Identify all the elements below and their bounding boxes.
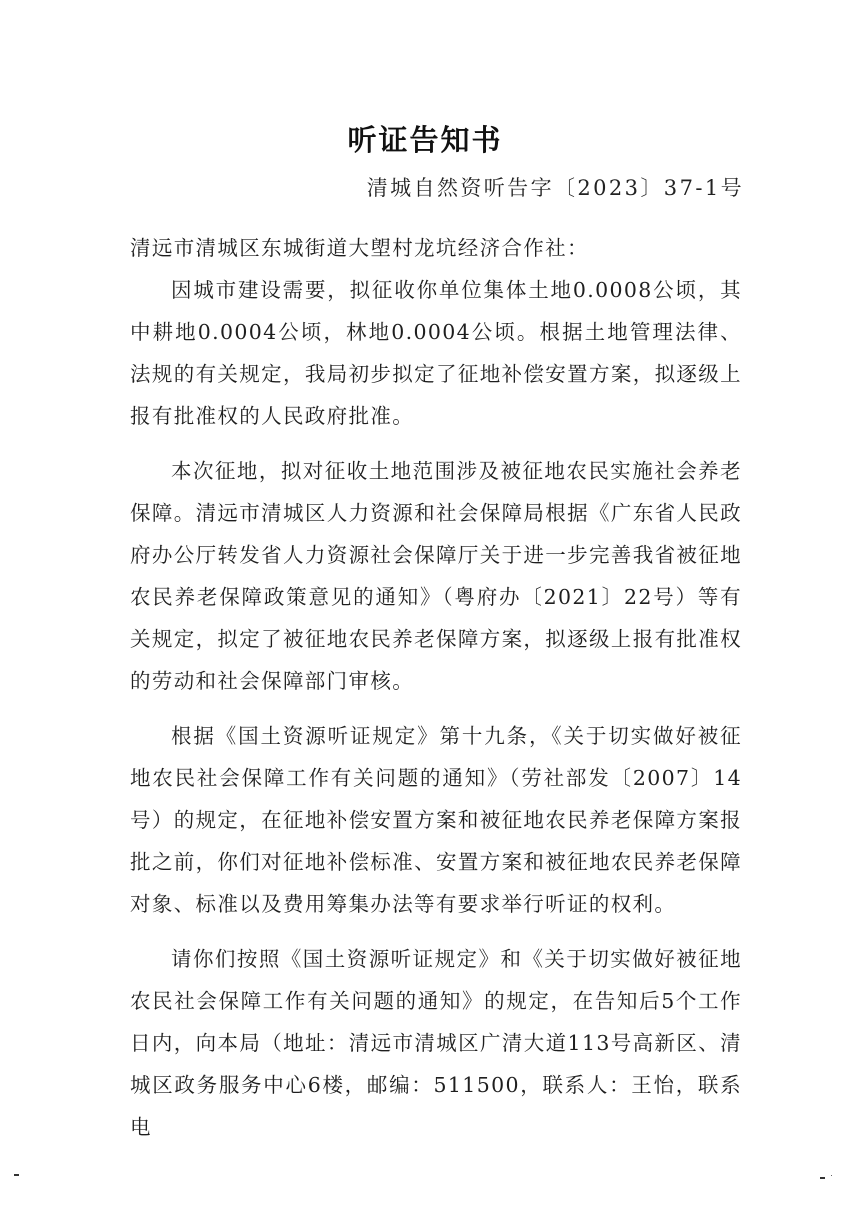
document-title: 听证告知书 — [347, 123, 503, 157]
paragraph-social-security: 本次征地，拟对征收土地范围涉及被征地农民实施社会养老保障。清远市清城区人力资源和社会保障局根据《广东省人民政府办公厅转发省人力资源社会保障厅关于进一步完善我省被征地农民养老保障政策意见的通知》（粤府办〔2021〕22号）等有关规定，拟定了被征地农民养老保障方案，拟逐级上报有批准权的劳动和社会保障部门审核。 — [130, 459, 742, 693]
paragraph-hearing-rights: 根据《国土资源听证规定》第十九条，《关于切实做好被征地农民社会保障工作有关问题的通知》（劳社部发〔2007〕14号）的规定，在征地补偿安置方案和被征地农民养老保障方案报批之前，你们对征地补偿标准、安置方案和被征地农民养老保障对象、标准以及费用筹集办法等有要求举行听证的权利。 — [130, 724, 742, 916]
scan-dot — [831, 1175, 832, 1176]
scan-mark-left — [14, 1174, 19, 1176]
addressee: 清远市清城区东城街道大塱村龙坑经济合作社： — [130, 236, 589, 260]
paragraph-land-acquisition: 因城市建设需要，拟征收你单位集体土地0.0008公顷，其中耕地0.0004公顷，林地0.0004公顷。根据土地管理法律、法规的有关规定，我局初步拟定了征地补偿安置方案，拟逐级上报有批准权的人民政府批准。 — [130, 278, 742, 428]
paragraph-hearing-request: 请你们按照《国土资源听证规定》和《关于切实做好被征地农民社会保障工作有关问题的通知》的规定，在告知后5个工作日内，向本局（地址：清远市清城区广清大道113号高新区、清城区政务服务中心6楼，邮编：511500，联系人：王怡，联系电 — [130, 947, 742, 1139]
document-body — [130, 227, 742, 1161]
document-number: 清城自然资听告字〔2023〕37-1号 — [366, 176, 744, 200]
scan-mark-right — [820, 1177, 825, 1179]
